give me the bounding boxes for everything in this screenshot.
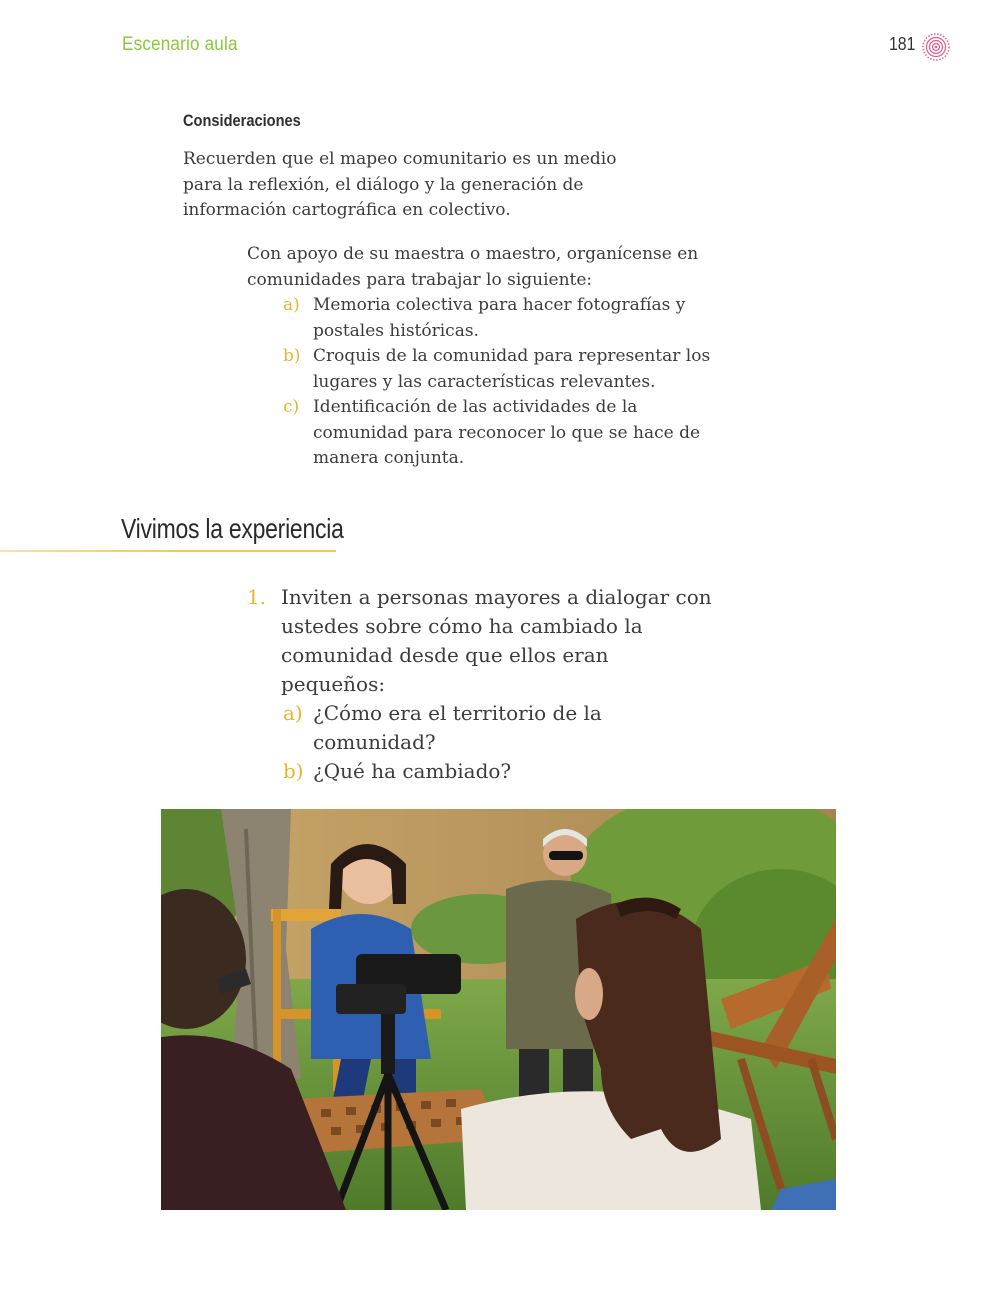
task-list: [283, 293, 717, 472]
activity-question-list: [283, 699, 717, 786]
list-marker: a): [283, 701, 303, 725]
list-item: [283, 395, 717, 472]
list-item-text: Croquis de la comunidad para representar los lugares y las características relevantes.: [313, 346, 711, 392]
list-marker: b): [283, 346, 301, 366]
task-intro: Con apoyo de su maestra o maestro, organícense en comunidades para trabajar lo siguiente:: [247, 244, 699, 290]
section-heading: Vivimos la experiencia: [121, 513, 344, 544]
list-item-text: ¿Qué ha cambiado?: [313, 759, 512, 783]
considerations-body: Recuerden que el mapeo comunitario es un medio para la reflexión, el diálogo y la generación de información cartográfica en colectivo.: [183, 149, 617, 220]
task-block: [247, 242, 717, 472]
list-marker: b): [283, 759, 304, 783]
list-item-text: Memoria colectiva para hacer fotografías y postales históricas.: [313, 295, 686, 341]
activity-item: [247, 583, 717, 699]
activity-block: [247, 583, 717, 786]
heading-underline: [0, 550, 336, 552]
list-item-text: Identificación de las actividades de la comunidad para reconocer lo que se hace de manera conjunta.: [313, 397, 701, 468]
list-marker: a): [283, 295, 300, 315]
header-section-title: Escenario aula: [122, 34, 238, 55]
interview-photo-illustration: [161, 809, 836, 1210]
list-item: [283, 293, 717, 344]
interview-photo: [161, 809, 836, 1210]
page-number: 181: [889, 34, 916, 54]
list-item: [283, 757, 717, 786]
concentric-circle-ornament-icon: [921, 32, 951, 62]
activity-number: 1.: [247, 585, 267, 609]
list-item: [283, 344, 717, 395]
list-marker: c): [283, 397, 300, 417]
activity-text: Inviten a personas mayores a dialogar con ustedes sobre cómo ha cambiado la comunidad desde que ellos eran pequeños:: [281, 585, 712, 696]
considerations-title: Consideraciones: [183, 111, 301, 130]
list-item: [283, 699, 717, 757]
list-item-text: ¿Cómo era el territorio de la comunidad?: [313, 701, 602, 754]
